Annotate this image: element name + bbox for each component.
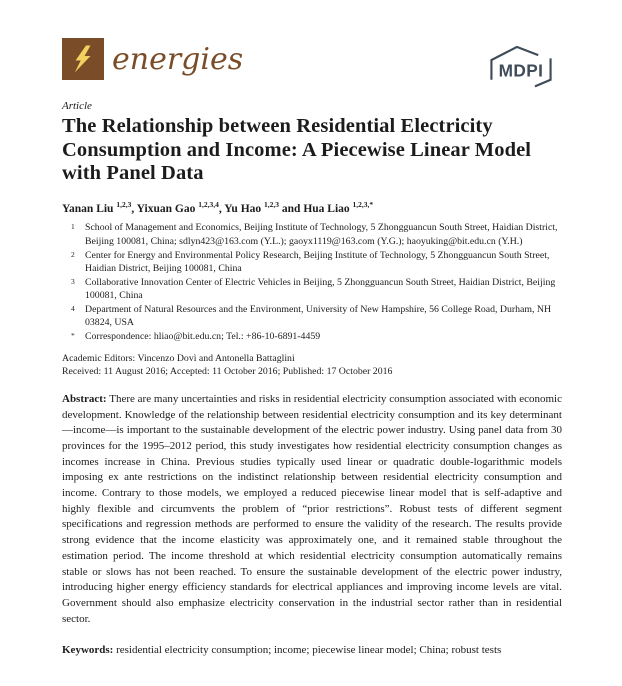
author-separator: and bbox=[279, 202, 304, 215]
keywords-section bbox=[62, 643, 562, 659]
affiliation-row bbox=[62, 303, 562, 330]
affiliation-marker: 2 bbox=[71, 249, 75, 259]
correspondence-text: Correspondence: hliao@bit.edu.cn; Tel.: +86-10-6891-4459 bbox=[85, 331, 321, 343]
affiliation-list bbox=[62, 221, 562, 343]
correspondence-marker: * bbox=[71, 331, 75, 341]
affiliation-marker: 4 bbox=[71, 303, 75, 313]
mdpi-logo bbox=[482, 42, 560, 93]
academic-editors-line: Academic Editors: Vincenzo Dovì and Antonella Battaglini bbox=[62, 352, 295, 364]
affiliation-text: School of Management and Economics, Beijing Institute of Technology, 5 Zhongguancun South Street, Haidian District, Beijing 100081, China; sdlyn423@163.com (Y.L.); gaoyx1119@163.com (Y.G.); haoyuking@bit.edu.cn (Y.H.) bbox=[85, 222, 558, 247]
author-separator: , bbox=[131, 202, 137, 215]
author-line bbox=[62, 200, 562, 215]
author-affil-sup: 1,2,3,* bbox=[352, 199, 374, 209]
affiliation-text: Collaborative Innovation Center of Electric Vehicles in Beijing, 5 Zhongguancun South Street, Haidian District, Beijing 100081, China bbox=[85, 276, 556, 302]
journal-name: energies bbox=[112, 42, 244, 77]
affiliation-marker: 1 bbox=[71, 222, 75, 232]
page-header bbox=[62, 38, 562, 84]
author-name: Yixuan Gao bbox=[136, 202, 196, 215]
author-separator: , bbox=[218, 202, 225, 215]
abstract-section bbox=[62, 392, 562, 628]
author-affil-sup: 1,2,3 bbox=[264, 199, 280, 209]
affiliation-marker: 3 bbox=[71, 276, 75, 286]
editorial-info bbox=[62, 352, 562, 379]
dates-line: Received: 11 August 2016; Accepted: 11 October 2016; Published: 17 October 2016 bbox=[62, 366, 393, 378]
author-affil-sup: 1,2,3 bbox=[116, 199, 132, 209]
author-name: Yu Hao bbox=[224, 202, 262, 215]
affiliation-text: Center for Energy and Environmental Policy Research, Beijing Institute of Technology, 5 Zhongguancun South Street, Haidian District, Beijing 100081, China bbox=[85, 249, 550, 275]
affiliation-text: Department of Natural Resources and the Environment, University of New Hampshire, 56 College Road, Durham, NH 03824, USA bbox=[85, 303, 552, 329]
page-title: The Relationship between Residential Electricity Consumption and Income: A Piecewise Linear Model with Panel Data bbox=[62, 115, 532, 184]
affiliation-row bbox=[62, 249, 562, 276]
lightning-bolt-icon bbox=[68, 44, 98, 74]
article-type-label: Article bbox=[62, 100, 92, 112]
affiliation-row bbox=[62, 276, 562, 303]
mdpi-logo-text: MDPI bbox=[498, 60, 544, 81]
journal-brand bbox=[62, 38, 243, 80]
affiliation-row bbox=[62, 221, 562, 248]
abstract-text: There are many uncertainties and risks in residential electricity consumption associated with economic development. Knowledge of the relationship between residential electricity consumption and its key determinant—income—is important to the sustainable development of the electric power industry. Using panel data from 30 provinces for the 1995–2012 period, this study investigates how residential electricity consumption changes as incomes increase in China. Previous studies typically used linear or quadratic double-logarithmic models imposing ex ante restrictions on the indistinct relationship between residential electricity consumption and income. Contrary to those models, we employed a reduced piecewise linear model that is self-adaptive and highly flexible and circumvents the problem of “prior restrictions”. Robust tests of different segment specifications and regression methods are performed to ensure the validity of the research. The results provide strong evidence that the income elasticity was approximately one, and it remained stable throughout the estimation period. The income threshold at which residential electricity consumption automatically remains stable or slows has not been reached. To ensure the sustainable development of the electric power industry, introducing higher energy efficiency standards for electrical appliances and improving income levels are vital. Government should also emphasize electricity conservation in the industrial sector rather than in residential sector. bbox=[62, 392, 562, 625]
author-name: Yanan Liu bbox=[62, 202, 114, 215]
abstract-label: Abstract: bbox=[62, 392, 107, 405]
keywords-text: residential electricity consumption; income; piecewise linear model; China; robust tests bbox=[116, 644, 502, 657]
energies-logo bbox=[62, 38, 104, 80]
mdpi-logo-icon bbox=[482, 42, 560, 88]
keywords-label: Keywords: bbox=[62, 644, 114, 657]
author-name: Hua Liao bbox=[303, 202, 350, 215]
affiliation-row-correspondence bbox=[62, 330, 562, 344]
author-affil-sup: 1,2,3,4 bbox=[198, 199, 219, 209]
